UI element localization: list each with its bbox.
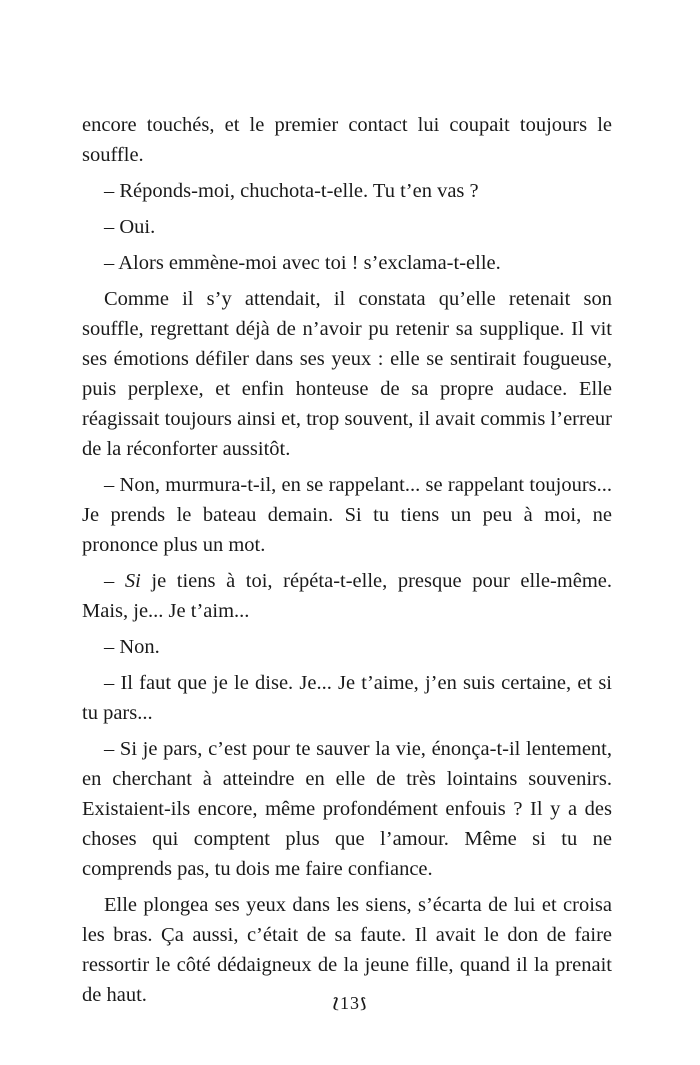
paragraph-7-emphasis: Si xyxy=(124,570,141,592)
page-number xyxy=(0,993,700,1014)
paragraph-4: – Alors emmène-moi avec toi ! s’exclama-t-elle. xyxy=(104,252,501,274)
paragraph-7-text: je tiens à toi, répéta-t-elle, presque pour elle-même. Mais, je... Je t’aim... xyxy=(82,570,613,622)
paragraph-7-prefix: – xyxy=(104,570,125,592)
paragraph-10: – Si je pars, c’est pour te sauver la vie, énonça-t-il lentement, en cherchant à atteindre en elle de très lointains souvenirs. Existaient-ils encore, même profondément enfouis ? Il y a des choses qui comptent plus que l’amour. Même si tu ne comprends pas, tu dois me faire confiance. xyxy=(82,738,612,880)
paragraph-2: – Réponds-moi, chuchota-t-elle. Tu t’en vas ? xyxy=(104,180,479,202)
page-number-value: 13 xyxy=(340,993,360,1013)
paragraph-7 xyxy=(82,566,612,626)
paragraph-3: – Oui. xyxy=(104,216,156,238)
paragraph-5: Comme il s’y attendait, il constata qu’elle retenait son souffle, regrettant déjà de n’avoir pu retenir sa supplique. Il vit ses émotions défiler dans ses yeux : elle se sentirait fougueuse, puis perplexe, et enfin honteuse de sa propre audace. Elle réagissait toujours ainsi et, trop souvent, il avait commis l’erreur de la réconforter aussitôt. xyxy=(82,288,612,460)
page-body xyxy=(82,110,612,1010)
paragraph-9: – Il faut que je le dise. Je... Je t’aime, j’en suis certaine, et si tu pars... xyxy=(82,672,612,724)
folio-left-ornament-icon: ⟅ xyxy=(332,997,340,1012)
paragraph-11: Elle plongea ses yeux dans les siens, s’écarta de lui et croisa les bras. Ça aussi, c’était de sa faute. Il avait le don de faire ressortir le côté dédaigneux de la jeune fille, quand il la prenait de haut. xyxy=(82,894,612,1006)
paragraph-8: – Non. xyxy=(104,636,160,658)
paragraph-1: encore touchés, et le premier contact lui coupait toujours le souffle. xyxy=(82,114,612,166)
paragraph-6: – Non, murmura-t-il, en se rappelant... se rappelant toujours... Je prends le bateau demain. Si tu tiens un peu à moi, ne prononce plus un mot. xyxy=(82,474,612,556)
folio-right-ornament-icon: ⟆ xyxy=(360,997,368,1012)
